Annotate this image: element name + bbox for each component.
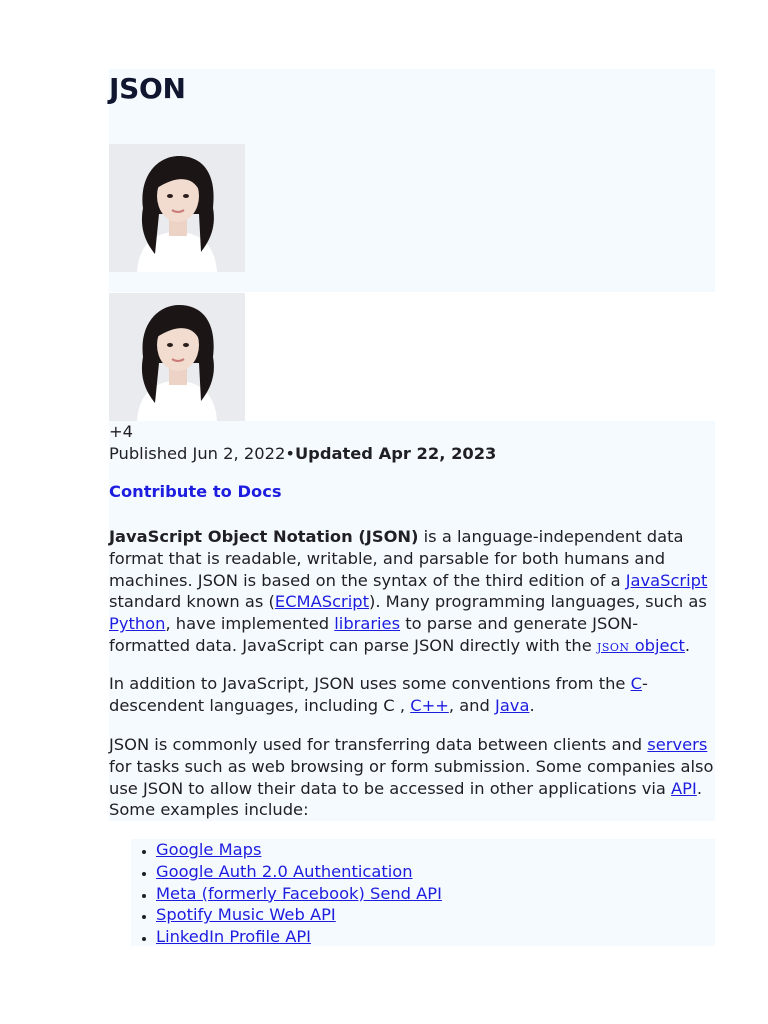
author-avatar-photo-icon xyxy=(109,144,245,272)
paragraph-text: . xyxy=(529,695,535,715)
list-item xyxy=(156,904,442,926)
publish-dates xyxy=(109,443,496,465)
paragraph-text: ). Many programming languages, such as xyxy=(368,592,707,612)
libraries-link[interactable]: libraries xyxy=(334,614,401,634)
published-date: Published Jun 2, 2022 xyxy=(109,444,286,463)
paragraph-text: is a language-independent data format that is readable, writable, and parsable for both humans and machines. JSON is based on the syntax of the third edition of a xyxy=(109,527,684,590)
author-avatar[interactable] xyxy=(109,144,245,272)
paragraph-text: . xyxy=(684,635,691,655)
c-link[interactable]: C xyxy=(630,674,642,693)
example-link[interactable]: Spotify Music Web API xyxy=(156,905,336,925)
python-link[interactable]: Python xyxy=(109,614,166,634)
paragraph-text: to parse and generate JSON-formatted data. JavaScript can parse JSON directly with the xyxy=(109,614,639,655)
api-link[interactable]: API xyxy=(671,778,697,798)
date-separator: • xyxy=(285,444,295,463)
paragraph-text: -descendent languages, including C , xyxy=(109,674,648,715)
author-avatar-photo-icon xyxy=(109,293,245,421)
servers-link[interactable]: servers xyxy=(647,735,708,754)
example-link[interactable]: Meta (formerly Facebook) Send API xyxy=(156,883,442,903)
list-item xyxy=(156,883,442,905)
example-link[interactable]: Google Maps xyxy=(156,840,262,859)
ecmascript-link[interactable]: ECMAScript xyxy=(274,592,369,612)
list-item xyxy=(156,926,442,948)
author-avatar[interactable] xyxy=(109,293,245,421)
paragraph-text: , have implemented xyxy=(165,614,335,634)
term-bold: JavaScript Object Notation (JSON) xyxy=(109,527,419,546)
paragraph-text: JSON is commonly used for transferring data between clients and xyxy=(109,735,648,754)
example-link[interactable]: Google Auth 2.0 Authentication xyxy=(156,861,413,881)
paragraph-text: standard known as ( xyxy=(109,592,275,612)
usage-paragraph xyxy=(109,734,715,821)
page-title: JSON xyxy=(109,72,186,105)
cpp-link[interactable]: C++ xyxy=(410,695,449,715)
java-link[interactable]: Java xyxy=(495,695,530,715)
paragraph-text: In addition to JavaScript, JSON uses some conventions from the xyxy=(109,674,631,693)
intro-paragraph xyxy=(109,526,715,659)
list-item xyxy=(156,861,442,883)
json-object-link[interactable] xyxy=(597,636,685,655)
contribute-to-docs-link[interactable]: Contribute to Docs xyxy=(109,482,282,501)
paragraph-text: . Some examples include: xyxy=(109,778,702,820)
json-code-label: JSON xyxy=(596,640,630,654)
conventions-paragraph xyxy=(109,673,715,717)
examples-list xyxy=(131,839,442,948)
paragraph-text: , and xyxy=(448,695,496,715)
json-object-label: object xyxy=(629,635,685,655)
paragraph-text: for tasks such as web browsing or form submission. Some companies also use JSON to allow their data to be accessed in other applications via xyxy=(109,756,714,798)
javascript-link[interactable]: JavaScript xyxy=(625,570,708,590)
list-item xyxy=(156,839,442,861)
more-contributors-count[interactable]: +4 xyxy=(109,422,134,441)
updated-date: Updated Apr 22, 2023 xyxy=(294,444,497,463)
example-link[interactable]: LinkedIn Profile API xyxy=(156,927,311,947)
